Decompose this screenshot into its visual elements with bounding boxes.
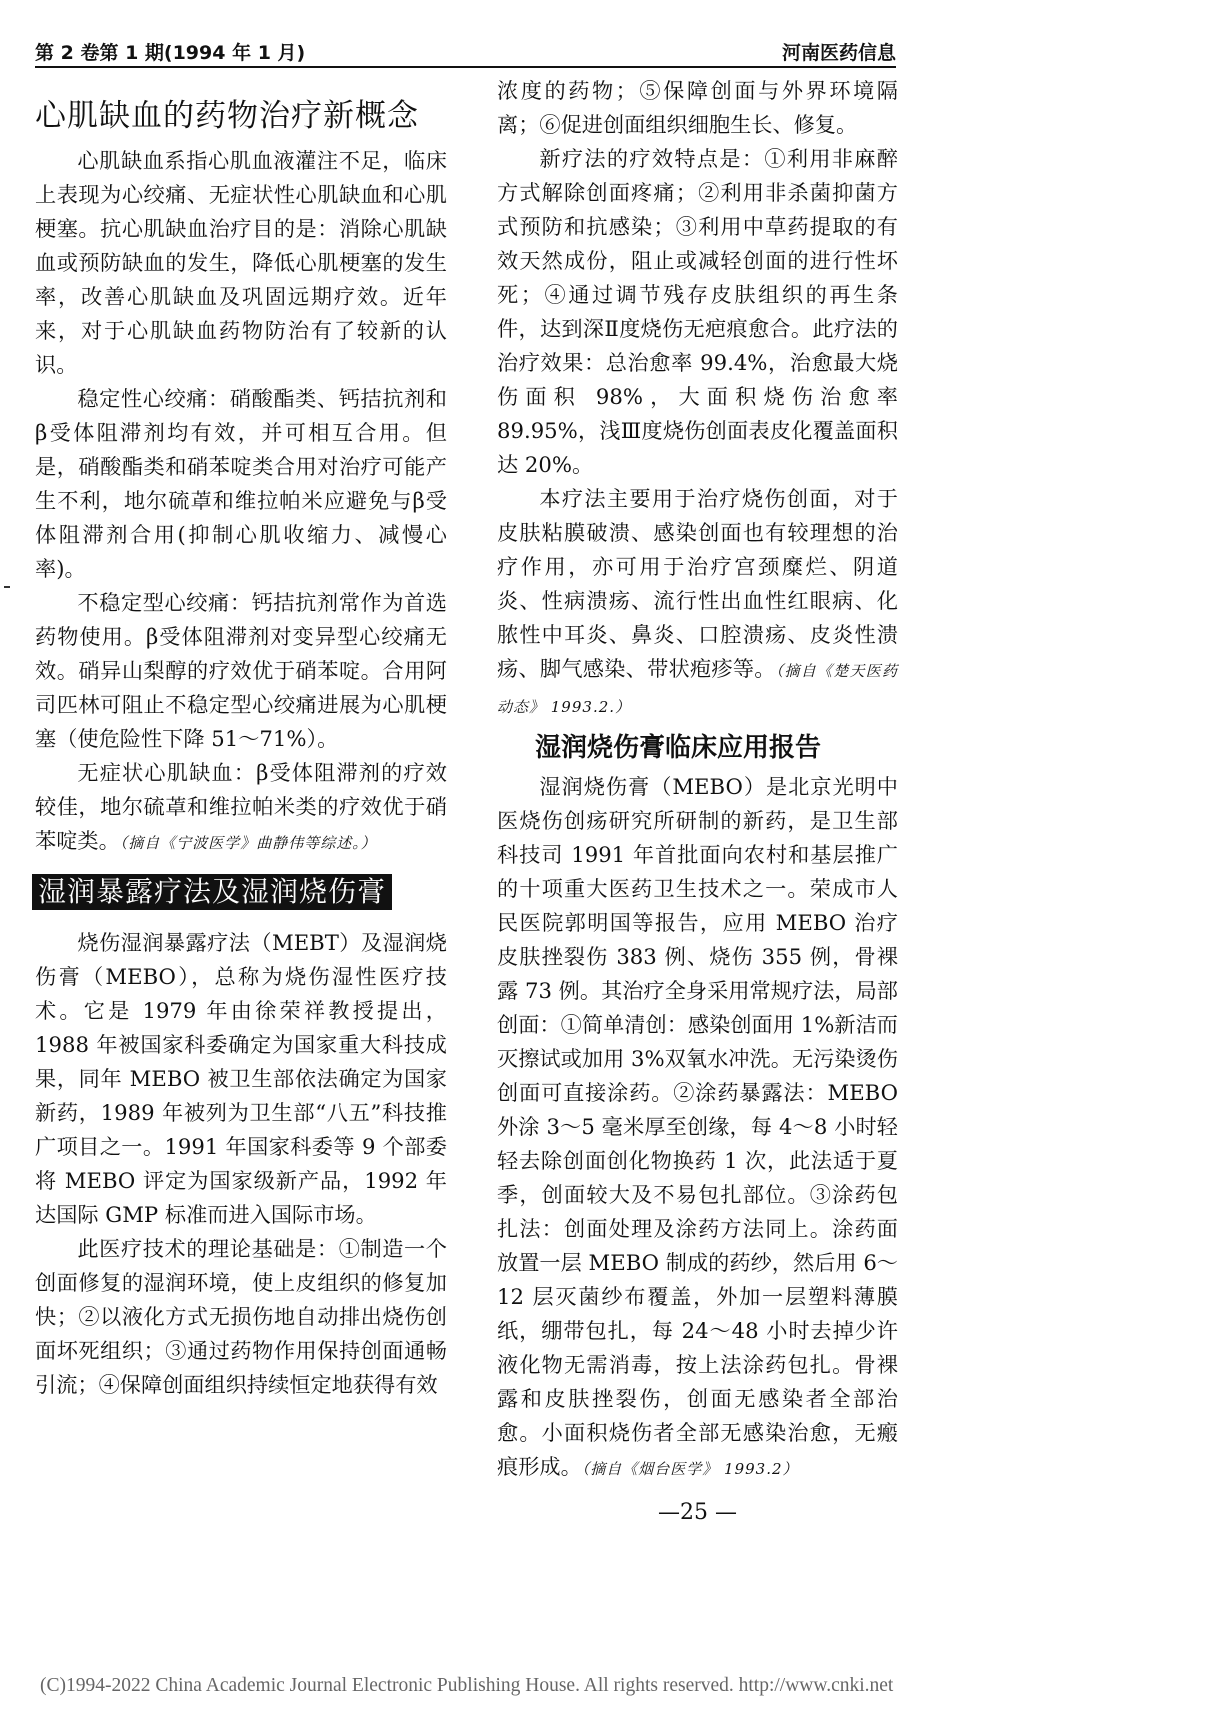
article1-source: （摘自《宁波医学》曲静伟等综述。） xyxy=(119,834,377,852)
header-rule xyxy=(35,66,896,68)
article1-paragraph: 稳定性心绞痛：硝酸酯类、钙拮抗剂和β受体阻滞剂均有效，并可相互合用。但是，硝酸酯类和硝苯啶类合用对治疗可能产生不利，地尔硫䓬和维拉帕米应避免与β受体阻滞剂合用(抑制心肌收缩力、减慢心率)。 xyxy=(35,386,447,581)
article3-source: （摘自《烟台医学》 1993.2） xyxy=(581,1460,799,1478)
article2-paragraph-text: 本疗法主要用于治疗烧伤创面，对于皮肤粘膜破溃、感染创面也有较理想的治疗作用，亦可用于治疗宫颈糜烂、阴道炎、性病溃疡、流行性出血性红眼病、化脓性中耳炎、鼻炎、口腔溃疡、皮炎性溃疡、脚气感染、带状疱疹等。 xyxy=(497,486,898,681)
journal-issue-header: 第 2 卷第 1 期(1994 年 1 月) xyxy=(35,42,306,64)
article1-paragraph xyxy=(35,756,447,860)
article1-paragraph: 不稳定型心绞痛：钙拮抗剂常作为首选药物使用。β受体阻滞剂对变异型心绞痛无效。硝异山梨醇的疗效优于硝苯啶。合用阿司匹林可阻止不稳定型心绞痛进展为心肌梗塞（使危险性下降 51～71%）。 xyxy=(35,590,447,751)
article3-title: 湿润烧伤膏临床应用报告 xyxy=(535,733,822,763)
article3-paragraph xyxy=(497,770,898,1486)
journal-name-header: 河南医药信息 xyxy=(781,42,896,64)
article1-paragraph-text: 无症状心肌缺血：β受体阻滞剂的疗效较佳，地尔硫䓬和维拉帕米类的疗效优于硝苯啶类。 xyxy=(35,760,447,853)
article1-title: 心肌缺血的药物治疗新概念 xyxy=(35,98,419,134)
article3-paragraph-text: 湿润烧伤膏（MEBO）是北京光明中医烧伤创疡研究所研制的新药，是卫生部科技司 1991 年首批面向农村和基层推广的十项重大医药卫生技术之一。荣成市人民医院郭明国等报告，应用 MEBO 治疗皮肤挫裂伤 383 例、烧伤 355 例，骨裸露 73 例。其治疗全身采用常规疗法，局部创面：①简单清创：感染创面用 1%新洁而灭擦试或加用 3%双氧水冲洗。无污染烫伤创面可直接涂药。②涂药暴露法：MEBO 外涂 3～5 毫米厚至创缘，每 4～8 小时轻轻去除创面创化物换药 1 次，此法适于夏季，创面较大及不易包扎部位。③涂药包扎法：创面处理及涂药方法同上。涂药面放置一层 MEBO 制成的药纱，然后用 6～12 层灭菌纱布覆盖，外加一层塑料薄膜纸，绷带包扎，每 24～48 小时去掉少许液化物无需消毒，按上法涂药包扎。骨裸露和皮肤挫裂伤，创面无感染者全部治愈。小面积烧伤者全部无感染治愈，无瘢痕形成。 xyxy=(497,774,898,1479)
article2-paragraph xyxy=(497,482,898,724)
margin-mark xyxy=(4,586,10,588)
article2-paragraph-continued: 浓度的药物；⑤保障创面与外界环境隔离；⑥促进创面组织细胞生长、修复。 xyxy=(497,78,898,137)
article2-paragraph: 此医疗技术的理论基础是：①制造一个创面修复的湿润环境，使上皮组织的修复加快；②以液化方式无损伤地自动排出烧伤创面坏死组织；③通过药物作用保持创面通畅引流；④保障创面组织持续恒定地获得有效 xyxy=(35,1236,447,1397)
page-number: —25 — xyxy=(658,1500,737,1525)
left-column xyxy=(35,88,447,1402)
article2-paragraph: 烧伤湿润暴露疗法（MEBT）及湿润烧伤膏（MEBO），总称为烧伤湿性医疗技术。它是 1979 年由徐荣祥教授提出，1988 年被国家科委确定为国家重大科技成果，同年 MEBO 被卫生部依法确定为国家新药，1989 年被列为卫生部“八五”科技推广项目之一。1991 年国家科委等 9 个部委将 MEBO 评定为国家级新产品，1992 年达国际 GMP 标准而进入国际市场。 xyxy=(35,930,447,1227)
article2-paragraph: 新疗法的疗效特点是：①利用非麻醉方式解除创面疼痛；②利用非杀菌抑菌方式预防和抗感染；③利用中草药提取的有效天然成份，阻止或减轻创面的进行性坏死；④通过调节残存皮肤组织的再生条件，达到深Ⅱ度烧伤无疤痕愈合。此疗法的治疗效果：总治愈率 99.4%，治愈最大烧伤面积 98%，大面积烧伤治愈率 89.95%，浅Ⅲ度烧伤创面表皮化覆盖面积达 20%。 xyxy=(497,146,898,477)
article2-title: 湿润暴露疗法及湿润烧伤膏 xyxy=(32,874,392,910)
article2-source: （摘自《楚天医药动态》 1993.2.） xyxy=(497,662,898,716)
copyright-footer: (C)1994-2022 China Academic Journal Electronic Publishing House. All rights reserved. http://www.cnki.net xyxy=(40,1675,894,1696)
article1-paragraph: 心肌缺血系指心肌血液灌注不足，临床上表现为心绞痛、无症状性心肌缺血和心肌梗塞。抗心肌缺血治疗目的是：消除心肌缺血或预防缺血的发生，降低心肌梗塞的发生率，改善心肌缺血及巩固远期疗效。近年来，对于心肌缺血药物防治有了较新的认识。 xyxy=(35,148,447,377)
right-column xyxy=(497,74,898,1530)
